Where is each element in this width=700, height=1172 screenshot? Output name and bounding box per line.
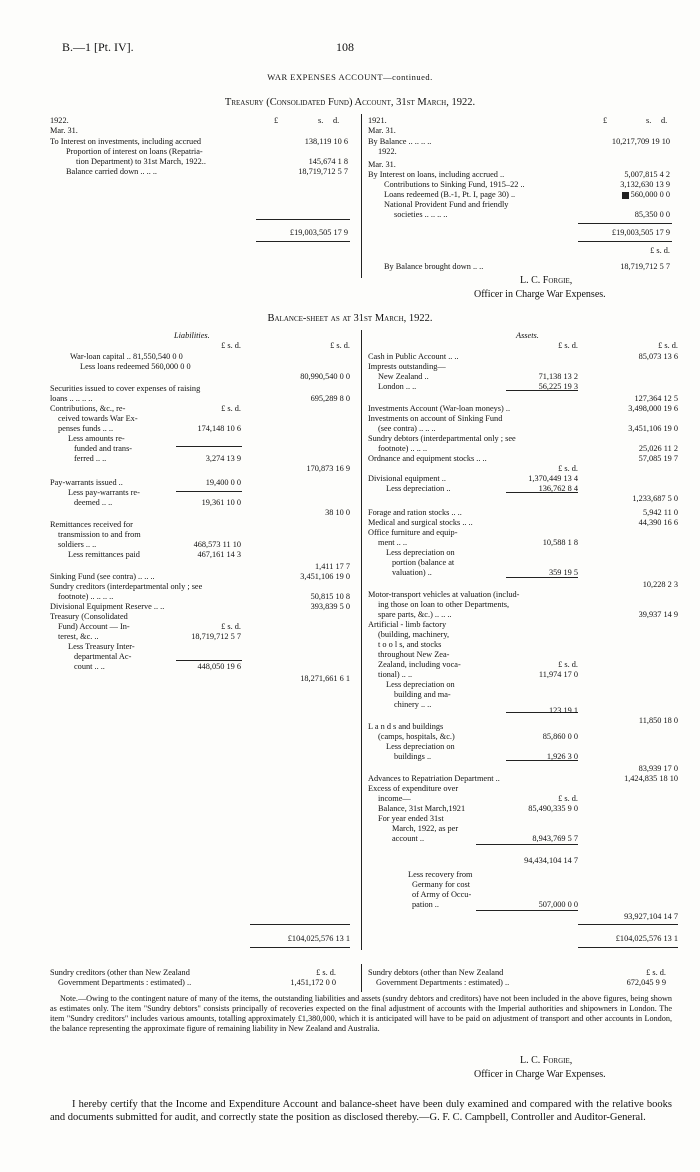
- pence-col-head: d.: [661, 116, 668, 125]
- liabilities-line: War-loan capital .. 81,550,540 0 0: [70, 352, 183, 361]
- liabilities-outer-amount: 393,839 5 0: [310, 602, 350, 611]
- treasury-right-row: By Balance .. .. .. ..: [368, 137, 432, 146]
- treasury-right-year: 1922.: [378, 147, 397, 156]
- treasury-right-amount: 5,007,815 4 2: [624, 170, 670, 179]
- liabilities-line: Remittances received for: [50, 520, 133, 529]
- treasury-right-amount: [560, 190, 670, 200]
- liabilities-outer-amount: 3,451,106 19 0: [300, 572, 350, 581]
- assets-line: Office furniture and equip-: [368, 528, 458, 537]
- liabilities-inner-amount: 3,274 13 9: [205, 454, 241, 463]
- assets-line: March, 1922, as per: [392, 824, 459, 833]
- debtors-col-head: £ s. d.: [646, 968, 666, 977]
- creditors-col-head: £ s. d.: [316, 968, 336, 977]
- assets-line: Less depreciation on: [386, 548, 455, 557]
- treasury-left-row: tion Department) to 31st March, 1922..: [76, 157, 206, 166]
- assets-line: For year ended 31st: [378, 814, 444, 823]
- assets-line: New Zealand ..: [378, 372, 429, 381]
- assets-line: Less depreciation on: [386, 680, 455, 689]
- liabilities-line: ceived towards War Ex-: [58, 414, 138, 423]
- liabilities-line: footnote) .. .. .. ..: [58, 592, 114, 601]
- liabilities-line: Less pay-warrants re-: [68, 488, 140, 497]
- assets-outer-col-head: £ s. d.: [658, 341, 678, 350]
- assets-inner-amount: 1,370,449 13 4: [528, 474, 578, 483]
- assets-inner-col-head: £ s. d.: [558, 341, 578, 350]
- assets-outer-amount: 93,927,104 14 7: [624, 912, 678, 921]
- assets-line: t o o l s, and stocks: [378, 640, 442, 649]
- liabilities-outer-amount: 50,815 10 8: [310, 592, 350, 601]
- treasury-right-date: Mar. 31.: [368, 126, 396, 135]
- column-divider: [361, 330, 362, 950]
- liabilities-line: departmental Ac-: [74, 652, 132, 661]
- assets-line: valuation) ..: [392, 568, 432, 577]
- assets-inner-amount: 11,974 17 0: [538, 670, 578, 679]
- assets-outer-amount: 25,026 11 2: [638, 444, 678, 453]
- treasury-right-row: National Provident Fund and friendly: [384, 200, 509, 209]
- note-paragraph: Note.—Owing to the contingent nature of many of the items, the outstanding liabilities and assets (sundry debtors and creditors) have not been included in the above figures, being shown as estimates only. The item "Sundry debtors" consists principally of recoveries expected on the final adjustment of accounts with the Imperial authorities and shipowners in London. The item "Sundry creditors" includes various amounts, totalling approximately £1,380,000, which it is anticipated will have to be paid on adjustment of transport and other accounts in London, the balance representing the approximate figure of remaining liability in New Zealand and Australia.: [50, 994, 672, 1033]
- column-divider: [361, 964, 362, 992]
- assets-line: Investments on account of Sinking Fund: [368, 414, 503, 423]
- assets-inner-amount: 85,490,335 9 0: [528, 804, 578, 813]
- assets-outer-amount: 57,085 19 7: [638, 454, 678, 463]
- assets-line: buildings ..: [394, 752, 432, 761]
- assets-outer-amount: 83,939 17 0: [638, 764, 678, 773]
- liabilities-line: transmission to and from: [58, 530, 141, 539]
- liabilities-outer-amount: 80,990,540 0 0: [300, 372, 350, 381]
- divider: [176, 491, 242, 492]
- assets-line: Less depreciation ..: [386, 484, 451, 493]
- assets-line: Medical and surgical stocks .. ..: [368, 518, 473, 527]
- assets-outer-amount: 11,850 18 0: [638, 716, 678, 725]
- pound-col-head: £: [603, 116, 608, 125]
- treasury-right-row: By Interest on loans, including accrued ..: [368, 170, 505, 179]
- assets-line: Germany for cost: [412, 880, 471, 889]
- liabilities-inner-amount: £ s. d.: [221, 622, 241, 631]
- assets-inner-amount: 359 19 5: [548, 568, 578, 577]
- liabilities-inner-amount: 448,050 19 6: [197, 662, 241, 671]
- divider: [578, 947, 678, 948]
- liabilities-inner-col-head: £ s. d.: [221, 341, 241, 350]
- assets-inner-amount: 71,138 13 2: [538, 372, 578, 381]
- liabilities-inner-amount: 18,719,712 5 7: [191, 632, 241, 641]
- assets-line: Investments Account (War-loan moneys) ..: [368, 404, 511, 413]
- assets-inner-amount: 56,225 19 3: [538, 382, 578, 391]
- debtors-label: Sundry debtors (other than New Zealand: [368, 968, 504, 977]
- assets-inner-amount: 85,860 0 0: [542, 732, 578, 741]
- treasury-right-amount: 3,132,630 13 9: [620, 180, 670, 189]
- assets-line: (camps, hospitals, &c.): [378, 732, 455, 741]
- liabilities-outer-amount: 170,873 16 9: [306, 464, 350, 473]
- liabilities-line: Fund) Account — In-: [58, 622, 130, 631]
- assets-outer-amount: 5,942 11 0: [643, 508, 678, 517]
- treasury-left-amount: 138,119 10 6: [304, 137, 348, 146]
- divider: [578, 223, 672, 224]
- liabilities-line: funded and trans-: [74, 444, 133, 453]
- assets-line: London .. ..: [378, 382, 417, 391]
- assets-line: Advances to Repatriation Department ..: [368, 774, 500, 783]
- assets-inner-amount: 94,434,104 14 7: [524, 856, 578, 865]
- assets-line: of Army of Occu-: [412, 890, 472, 899]
- assets-line: pation ..: [412, 900, 439, 909]
- liabilities-line: loans .. .. .. ..: [50, 394, 93, 403]
- brought-down-label: By Balance brought down .. ..: [384, 262, 484, 271]
- assets-inner-amount: 136,762 8 4: [538, 484, 578, 493]
- assets-outer-amount: 44,390 16 6: [638, 518, 678, 527]
- assets-inner-amount: 123 19 1: [548, 706, 578, 715]
- assets-line: spare parts, &c.) .. .. ..: [378, 610, 452, 619]
- assets-line: Zealand, including voca-: [378, 660, 461, 669]
- assets-line: Less recovery from: [408, 870, 473, 879]
- liabilities-line: Sinking Fund (see contra) .. .. ..: [50, 572, 155, 581]
- footnote-signatory-title: Officer in Charge War Expenses.: [474, 1069, 606, 1080]
- creditors-amount: 1,451,172 0 0: [290, 978, 336, 987]
- divider: [176, 660, 242, 661]
- liabilities-line: Less amounts re-: [68, 434, 125, 443]
- assets-outer-amount: 127,364 12 5: [634, 394, 678, 403]
- treasury-right-year: 1921.: [368, 116, 387, 125]
- signatory-name: L. C. Forgie,: [520, 275, 573, 286]
- assets-line: Motor-transport vehicles at valuation (includ-: [368, 590, 520, 599]
- assets-line: chinery .. ..: [394, 700, 432, 709]
- liabilities-line: Less loans redeemed 560,000 0 0: [80, 362, 191, 371]
- liabilities-line: Treasury (Consolidated: [50, 612, 128, 621]
- assets-line: Cash in Public Account .. ..: [368, 352, 459, 361]
- liabilities-line: penses funds .. ..: [58, 424, 114, 433]
- treasury-left-year: 1922.: [50, 116, 69, 125]
- treasury-right-amount-value: 560,000 0 0: [630, 190, 670, 199]
- assets-inner-amount: 8,943,769 5 7: [532, 834, 578, 843]
- treasury-right-amount: 85,350 0 0: [634, 210, 670, 219]
- signatory-title: Officer in Charge War Expenses.: [474, 289, 606, 300]
- assets-line: Less depreciation on: [386, 742, 455, 751]
- treasury-left-amount: 18,719,712 5 7: [298, 167, 348, 176]
- shilling-col-head: s.: [318, 116, 324, 125]
- divider: [176, 446, 242, 447]
- assets-line: portion (balance at: [392, 558, 455, 567]
- liabilities-inner-amount: 467,161 14 3: [197, 550, 241, 559]
- assets-line: (building, machinery,: [378, 630, 450, 639]
- assets-line: Divisional equipment ..: [368, 474, 446, 483]
- divider: [256, 241, 350, 242]
- assets-inner-amount: 507,000 0 0: [538, 900, 578, 909]
- liabilities-outer-amount: 1,411 17 7: [315, 562, 350, 571]
- treasury-left-row: Proportion of interest on loans (Repatria-: [66, 147, 203, 156]
- assets-line: account ..: [392, 834, 425, 843]
- assets-heading: Assets.: [516, 331, 539, 340]
- liabilities-line: Sundry creditors (interdepartmental only ; see: [50, 582, 203, 591]
- assets-outer-amount: 10,228 2 3: [642, 580, 678, 589]
- assets-outer-amount: 85,073 13 6: [638, 352, 678, 361]
- liabilities-inner-amount: 19,400 0 0: [205, 478, 241, 487]
- assets-inner-amount: 1,926 3 0: [546, 752, 578, 761]
- war-expenses-title: WAR EXPENSES ACCOUNT—continued.: [267, 72, 433, 82]
- assets-inner-amount: £ s. d.: [558, 794, 578, 803]
- divider: [250, 924, 350, 925]
- page-number: 108: [336, 40, 354, 54]
- pence-col-head: d.: [333, 116, 340, 125]
- assets-line: Ordnance and equipment stocks .. ..: [368, 454, 487, 463]
- liabilities-line: deemed .. ..: [74, 498, 113, 507]
- treasury-right-row: Contributions to Sinking Fund, 1915–22 ..: [384, 180, 525, 189]
- assets-line: tional) .. ..: [378, 670, 413, 679]
- liabilities-outer-amount: 38 10 0: [325, 508, 350, 517]
- divider: [250, 947, 350, 948]
- debtors-amount: 672,045 9 9: [626, 978, 666, 987]
- column-divider: [361, 114, 362, 278]
- liabilities-heading: Liabilities.: [174, 331, 210, 340]
- brought-down-col-head: £ s. d.: [650, 246, 670, 255]
- shilling-col-head: s.: [646, 116, 652, 125]
- assets-inner-amount: 10,588 1 8: [542, 538, 578, 547]
- liabilities-inner-amount: 468,573 11 10: [193, 540, 241, 549]
- assets-line: Artificial - limb factory: [368, 620, 447, 629]
- divider: [256, 219, 350, 220]
- assets-line: income—: [378, 794, 411, 803]
- liabilities-total: £104,025,576 13 1: [287, 934, 350, 943]
- creditors-label: Sundry creditors (other than New Zealand: [50, 968, 190, 977]
- assets-total: £104,025,576 13 1: [615, 934, 678, 943]
- liabilities-line: Securities issued to cover expenses of raising: [50, 384, 201, 393]
- liabilities-outer-col-head: £ s. d.: [330, 341, 350, 350]
- liabilities-line: Contributions, &c., re-: [50, 404, 126, 413]
- liabilities-inner-amount: 19,361 10 0: [201, 498, 241, 507]
- liabilities-outer-amount: 695,289 8 0: [310, 394, 350, 403]
- ink-blot-mark: [622, 192, 629, 199]
- divider: [476, 910, 578, 911]
- assets-line: footnote) .. .. ..: [378, 444, 428, 453]
- liabilities-line: soldiers .. ..: [58, 540, 97, 549]
- liabilities-outer-amount: 18,271,661 6 1: [300, 674, 350, 683]
- liabilities-line: ferred .. ..: [74, 454, 107, 463]
- footnote-signatory-name: L. C. Forgie,: [520, 1055, 573, 1066]
- assets-outer-amount: 39,937 14 9: [638, 610, 678, 619]
- debtors-label: Government Departments : estimated) ..: [376, 978, 510, 987]
- treasury-right-amount: 10,217,709 19 10: [611, 137, 670, 146]
- liabilities-line: count .. ..: [74, 662, 105, 671]
- divider: [476, 844, 578, 845]
- treasury-left-total: £19,003,505 17 9: [289, 228, 348, 237]
- assets-outer-amount: 1,424,835 18 10: [624, 774, 678, 783]
- assets-line: Sundry debtors (interdepartmental only ; see: [368, 434, 516, 443]
- assets-line: ing those on loan to other Departments,: [378, 600, 510, 609]
- treasury-left-date: Mar. 31.: [50, 126, 78, 135]
- divider: [578, 241, 672, 242]
- assets-outer-amount: 3,451,106 19 0: [628, 424, 678, 433]
- treasury-left-row: To Interest on investments, including accrued: [50, 137, 202, 146]
- audit-certification: I hereby certify that the Income and Expenditure Account and balance-sheet have been duly examined and compared with the relative books and documents submitted for audit, and correctly state the position as disclosed thereby.—G. F. C. Campbell, Controller and Auditor-General.: [50, 1099, 672, 1123]
- assets-line: Excess of expenditure over: [368, 784, 459, 793]
- assets-line: throughout New Zea-: [378, 650, 450, 659]
- assets-line: building and ma-: [394, 690, 451, 699]
- treasury-right-row: societies .. .. .. ..: [394, 210, 448, 219]
- assets-line: ment .. ..: [378, 538, 408, 547]
- balance-sheet-title: Balance-sheet as at 31st March, 1922.: [267, 313, 433, 324]
- treasury-title: Treasury (Consolidated Fund) Account, 31st March, 1922.: [224, 97, 476, 108]
- treasury-right-total: £19,003,505 17 9: [611, 228, 670, 237]
- liabilities-line: terest, &c. ..: [58, 632, 99, 641]
- assets-line: (see contra) .. .. ..: [378, 424, 436, 433]
- liabilities-line: Less Treasury Inter-: [68, 642, 135, 651]
- treasury-right-date: Mar. 31.: [368, 160, 396, 169]
- assets-line: Forage and ration stocks .. ..: [368, 508, 462, 517]
- divider: [578, 924, 678, 925]
- treasury-left-amount: 145,674 1 8: [308, 157, 348, 166]
- treasury-left-row: Balance carried down .. .. ..: [66, 167, 157, 176]
- pound-col-head: £: [274, 116, 279, 125]
- liabilities-line: Pay-warrants issued ..: [50, 478, 123, 487]
- treasury-right-row: Loans redeemed (B.-1, Pt. I, page 30) ..: [384, 190, 516, 199]
- assets-outer-amount: 3,498,000 19 6: [628, 404, 678, 413]
- assets-outer-amount: 1,233,687 5 0: [632, 494, 678, 503]
- assets-line: Imprests outstanding—: [368, 362, 446, 371]
- assets-line: Balance, 31st March,1921: [378, 804, 466, 813]
- report-reference: B.—1 [Pt. IV].: [62, 40, 134, 54]
- assets-inner-amount: £ s. d.: [558, 464, 578, 473]
- liabilities-inner-amount: 174,148 10 6: [197, 424, 241, 433]
- liabilities-line: Less remittances paid: [68, 550, 140, 559]
- liabilities-line: Divisional Equipment Reserve .. ..: [50, 602, 165, 611]
- assets-line: L a n d s and buildings: [368, 722, 444, 731]
- assets-inner-amount: £ s. d.: [558, 660, 578, 669]
- liabilities-inner-amount: £ s. d.: [221, 404, 241, 413]
- creditors-label: Government Departments : estimated) ..: [58, 978, 192, 987]
- brought-down-amount: 18,719,712 5 7: [620, 262, 670, 271]
